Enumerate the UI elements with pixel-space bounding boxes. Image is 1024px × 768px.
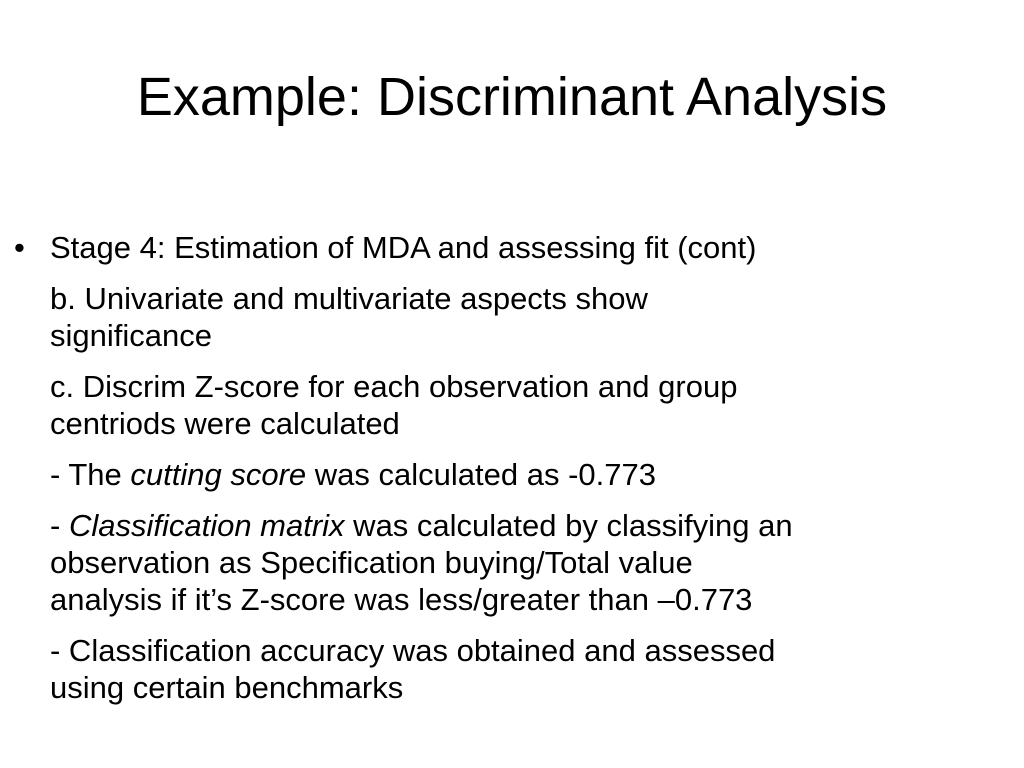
- bullet-text: Stage 4: Estimation of MDA and assessing fit (cont): [50, 230, 757, 265]
- item-c-line-2: centriods were calculated: [50, 406, 400, 441]
- cutting-suffix: was calculated as -0.773: [306, 457, 656, 492]
- slide-body: [14, 229, 1014, 706]
- item-classification-matrix: [14, 507, 1014, 618]
- cutting-emphasis: cutting score: [130, 457, 307, 492]
- item-classification-accuracy: [14, 632, 1014, 706]
- accuracy-line-2: using certain benchmarks: [50, 670, 404, 705]
- item-b: [14, 280, 1014, 354]
- item-b-line-1: b. Univariate and multivariate aspects show: [50, 281, 648, 316]
- matrix-line-3: analysis if it’s Z-score was less/greater than –0.773: [50, 582, 753, 617]
- item-c-line-1: c. Discrim Z-score for each observation and group: [50, 369, 738, 404]
- accuracy-line-1: - Classification accuracy was obtained and assessed: [50, 633, 776, 668]
- item-cutting-score-line: [50, 456, 1014, 493]
- cutting-prefix: - The: [50, 457, 131, 492]
- item-c: [14, 368, 1014, 442]
- slide-title: Example: Discriminant Analysis: [136, 67, 888, 127]
- bullet-stage-4: [14, 229, 1014, 266]
- matrix-line-2: observation as Specification buying/Total value: [50, 545, 693, 580]
- matrix-suffix: was calculated by classifying an: [344, 508, 793, 543]
- matrix-prefix: -: [50, 508, 69, 543]
- item-b-line-2: significance: [50, 318, 212, 353]
- item-cutting-score: [14, 456, 1014, 493]
- matrix-line-1: [50, 507, 1014, 544]
- matrix-emphasis: Classification matrix: [68, 508, 345, 543]
- bullet-marker: •: [14, 230, 25, 265]
